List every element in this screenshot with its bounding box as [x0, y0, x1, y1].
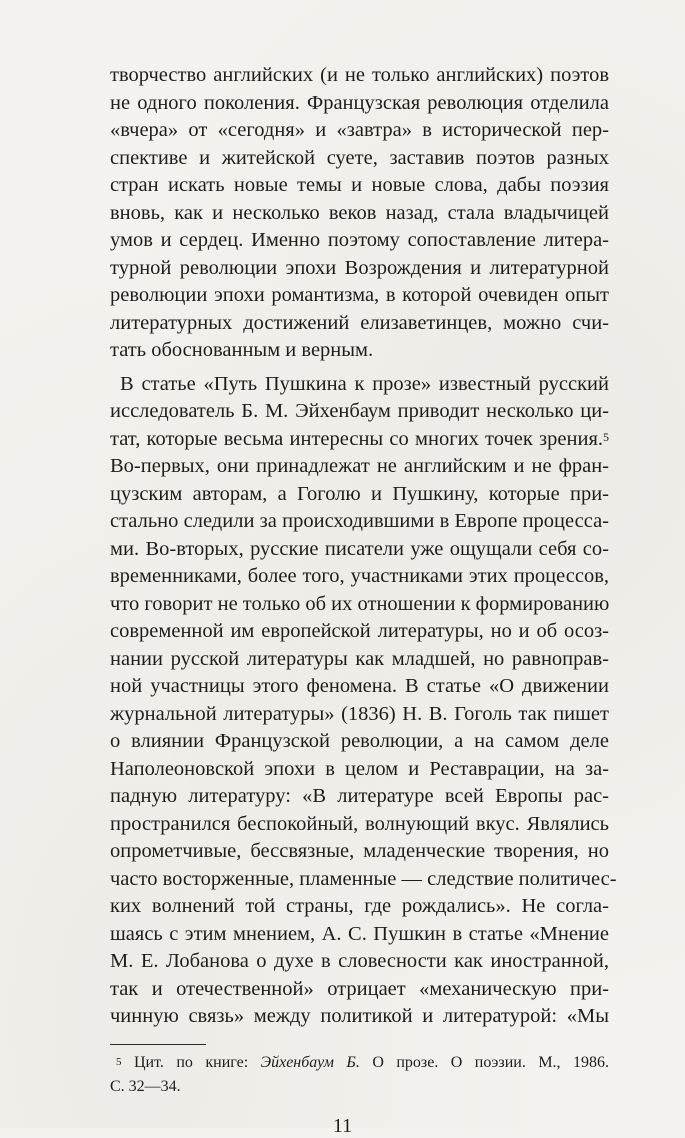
footnote-line: С. 32—34. — [110, 1078, 181, 1095]
body-line: шаясь с этим мнением, А. С. Пушкин в статье «Мнение — [110, 923, 609, 945]
body-line: исследователь Б. М. Эйхенбаум приводит несколько ци- — [110, 400, 609, 422]
body-line: современной им европейской литературы, но и об осоз- — [110, 620, 609, 642]
body-line: стран искать новые темы и новые слова, дабы поэзия — [110, 174, 609, 196]
body-line: умов и сердец. Именно поэтому сопоставление литера- — [110, 229, 609, 251]
body-line: о влиянии Французской революции, а на самом деле — [110, 730, 609, 752]
body-line: «вчера» от «сегодня» и «завтра» в исторической пер- — [110, 119, 609, 141]
body-line: нании русской литературы как младшей, но равноправ- — [110, 648, 609, 670]
footnote-divider — [110, 1044, 206, 1045]
body-line: падную литературу: «В литературе всей Европы рас- — [110, 785, 609, 807]
footnote-marker: 5 — [116, 1056, 122, 1068]
body-line: литературных достижений елизаветинцев, можно счи- — [110, 312, 609, 334]
footnote-line — [116, 1052, 609, 1074]
body-line: временниками, более того, участниками этих процессов, — [110, 565, 609, 587]
body-line: цузским авторам, а Гоголю и Пушкину, которые при- — [110, 483, 609, 505]
body-line: Во-первых, они принадлежат не английским и не фран- — [110, 455, 609, 477]
body-line: творчество английских (и не только английских) поэтов — [110, 64, 609, 86]
body-line: пространился беспокойный, волнующий вкус. Являлись — [110, 813, 609, 835]
body-line: турной революции эпохи Возрождения и литературной — [110, 257, 609, 279]
body-line: ми. Во-вторых, русские писатели уже ощущали себя со- — [110, 538, 609, 560]
body-line: так и отечественной» отрицает «механическую при- — [110, 978, 609, 1000]
body-line: журнальной литературы» (1836) Н. В. Гоголь так пишет — [110, 703, 609, 725]
body-line: что говорит не только об их отношении к формированию — [110, 593, 610, 615]
body-line: спективе и житейской суете, заставив поэтов разных — [110, 147, 609, 169]
body-line: ной участницы этого феномена. В статье «О движении — [110, 675, 609, 697]
body-line: вновь, как и несколько веков назад, стала владычицей — [110, 202, 609, 224]
body-line: ких волнений той страны, где рождались». Не согла- — [110, 895, 609, 917]
body-line: Наполеоновской эпохи в целом и Реставрации, на за- — [110, 758, 609, 780]
body-line: чинную связь» между политикой и литературой: «Мы — [110, 1005, 609, 1027]
body-line-with-footnote-ref — [110, 425, 609, 453]
body-line-text: тат, которые весьма интересны со многих точек зрения. — [110, 428, 603, 450]
body-line: революции эпохи романтизма, в которой очевиден опыт — [110, 284, 609, 306]
body-line: опрометчивые, бессвязные, младенческие творения, но — [110, 840, 609, 862]
page-number: 11 — [332, 1115, 353, 1137]
footnote-lead: Цит. по книге: — [133, 1054, 261, 1071]
body-line: М. Е. Лобанова о духе в словесности как иностранной, — [110, 950, 609, 972]
body-line: не одного поколения. Французская революция отделила — [110, 92, 609, 114]
body-line: стально следили за происходившими в Европе процесса- — [110, 510, 609, 532]
body-line: тать обоснованным и верным. — [110, 339, 374, 361]
paragraph-first-line: В статье «Путь Пушкина к прозе» известный русский — [120, 373, 609, 395]
body-line: часто восторженные, пламенные — следствие политичес- — [110, 868, 617, 890]
footnote-author: Эйхенбаум Б. — [260, 1054, 360, 1071]
footnote-source: О прозе. О поэзии. М., 1986. — [359, 1054, 610, 1071]
footnote-reference[interactable]: 5 — [603, 430, 609, 444]
